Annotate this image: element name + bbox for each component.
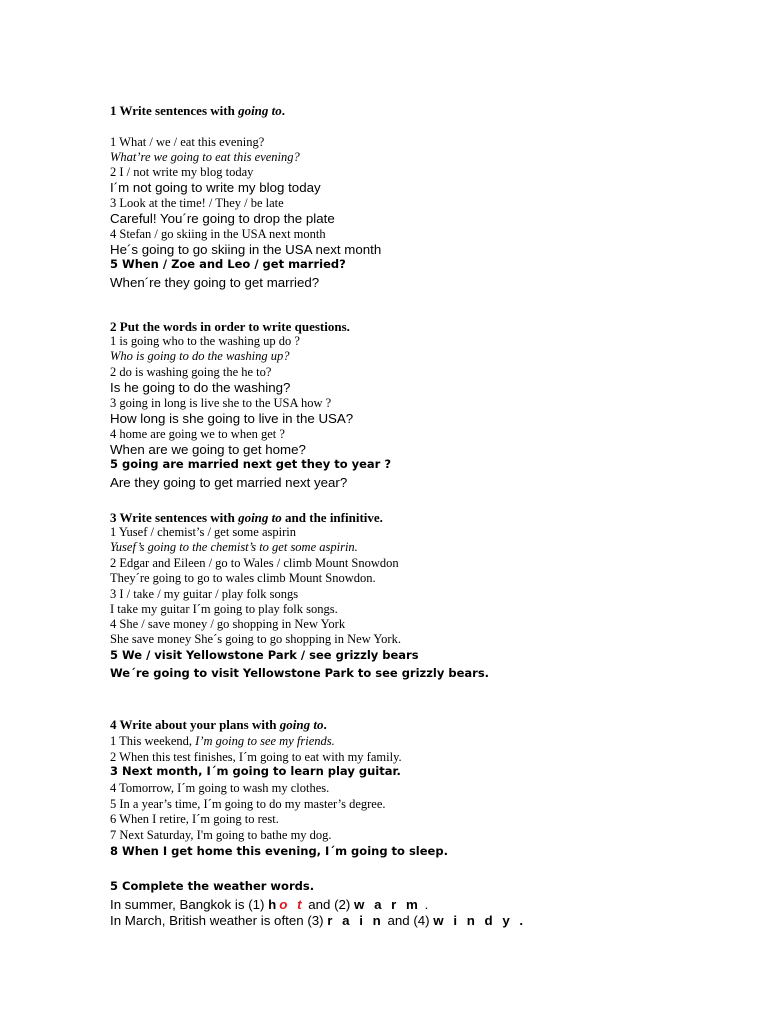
weather-word-4: w i n d y .	[433, 913, 527, 928]
s2-answer-2: Is he going to do the washing?	[110, 380, 291, 395]
s4-plan-1	[110, 735, 335, 748]
s2-question-2: 2 do is washing going the he to?	[110, 365, 272, 379]
plan-answer: I’m going to see my friends.	[195, 734, 335, 748]
s3-prompt-1: 1 Yusef / chemist’s / get some aspirin	[110, 525, 296, 539]
section-3-title	[110, 511, 383, 524]
s1-answer-5: When´re they going to get married?	[110, 275, 320, 290]
s2-answer-5: Are they going to get married next year?	[110, 475, 348, 490]
title-emphasis: going to	[238, 103, 282, 118]
s2-question-1: 1 is going who to the washing up do ?	[110, 334, 300, 348]
s2-answer-1: Who is going to do the washing up?	[110, 349, 290, 363]
s4-plan-7: 7 Next Saturday, I'm going to bathe my dog.	[110, 828, 332, 842]
s3-answer-3: I take my guitar I´m going to play folk songs.	[110, 602, 338, 616]
weather-word-3: r a i n	[327, 913, 384, 928]
s3-answer-4: She save money She´s going to go shopping in New York.	[110, 632, 401, 646]
weather-text: and (4)	[383, 913, 434, 928]
weather-word-2: w a r m	[354, 897, 421, 912]
section-2-title: 2 Put the words in order to write questions.	[110, 319, 350, 334]
s4-plan-8: 8 When I get home this evening, I´m going to sleep.	[110, 844, 448, 858]
s3-answer-2: They´re going to go to wales climb Mount Snowdon.	[110, 571, 376, 585]
s2-answer-4: When are we going to get home?	[110, 442, 306, 457]
s3-prompt-5: 5 We / visit Yellowstone Park / see grizzly bears	[110, 648, 419, 662]
s1-question-1: 1 What / we / eat this evening?	[110, 135, 265, 149]
section-1-title	[110, 104, 285, 117]
s2-question-3: 3 going in long is live she to the USA how ?	[110, 396, 332, 410]
s3-answer-5: We´re going to visit Yellowstone Park to see grizzly bears.	[110, 666, 490, 680]
s3-prompt-2: 2 Edgar and Eileen / go to Wales / climb Mount Snowdon	[110, 556, 399, 570]
weather-word-1-rest: o t	[279, 897, 305, 912]
plan-text: 1 This weekend,	[110, 734, 196, 748]
s1-question-2: 2 I / not write my blog today	[110, 165, 254, 179]
s1-question-5: 5 When / Zoe and Leo / get married?	[110, 257, 346, 271]
s5-line-1	[110, 898, 428, 911]
s1-question-4: 4 Stefan / go skiing in the USA next month	[110, 227, 326, 241]
weather-text: and (2)	[304, 897, 355, 912]
s3-answer-1: Yusef’s going to the chemist’s to get some aspirin.	[110, 540, 358, 554]
s2-question-4: 4 home are going we to when get ?	[110, 427, 285, 441]
s4-plan-4: 4 Tomorrow, I´m going to wash my clothes.	[110, 781, 330, 795]
s4-plan-5: 5 In a year’s time, I´m going to do my master’s degree.	[110, 797, 386, 811]
s5-line-2	[110, 914, 526, 927]
weather-text: .	[420, 897, 429, 912]
s1-answer-4: He´s going to go skiing in the USA next month	[110, 242, 382, 257]
s2-question-5: 5 going are married next get they to year ?	[110, 457, 392, 471]
s3-prompt-3: 3 I / take / my guitar / play folk songs	[110, 587, 299, 601]
weather-text: In March, British weather is often (3)	[110, 913, 328, 928]
s1-answer-1: What’re we going to eat this evening?	[110, 150, 300, 164]
weather-text: In summer, Bangkok is (1)	[110, 897, 269, 912]
s4-plan-3: 3 Next month, I´m going to learn play guitar.	[110, 764, 401, 778]
title-text: 4 Write about your plans with	[110, 717, 280, 732]
s1-answer-2: I´m not going to write my blog today	[110, 180, 321, 195]
title-suffix: and the infinitive.	[281, 510, 383, 525]
title-suffix: .	[281, 103, 286, 118]
s3-prompt-4: 4 She / save money / go shopping in New York	[110, 617, 346, 631]
title-text: 1 Write sentences with	[110, 103, 239, 118]
s1-question-3: 3 Look at the time! / They / be late	[110, 196, 284, 210]
section-4-title	[110, 718, 327, 731]
s4-plan-2: 2 When this test finishes, I´m going to eat with my family.	[110, 750, 402, 764]
title-emphasis: going to	[238, 510, 282, 525]
section-5-title: 5 Complete the weather words.	[110, 879, 315, 893]
weather-word-1-first: h	[268, 897, 280, 912]
s2-answer-3: How long is she going to live in the USA?	[110, 411, 354, 426]
title-emphasis: going to	[279, 717, 324, 732]
s1-answer-3: Careful! You´re going to drop the plate	[110, 211, 335, 226]
s4-plan-6: 6 When I retire, I´m going to rest.	[110, 812, 279, 826]
title-suffix: .	[323, 717, 327, 732]
title-text: 3 Write sentences with	[110, 510, 239, 525]
